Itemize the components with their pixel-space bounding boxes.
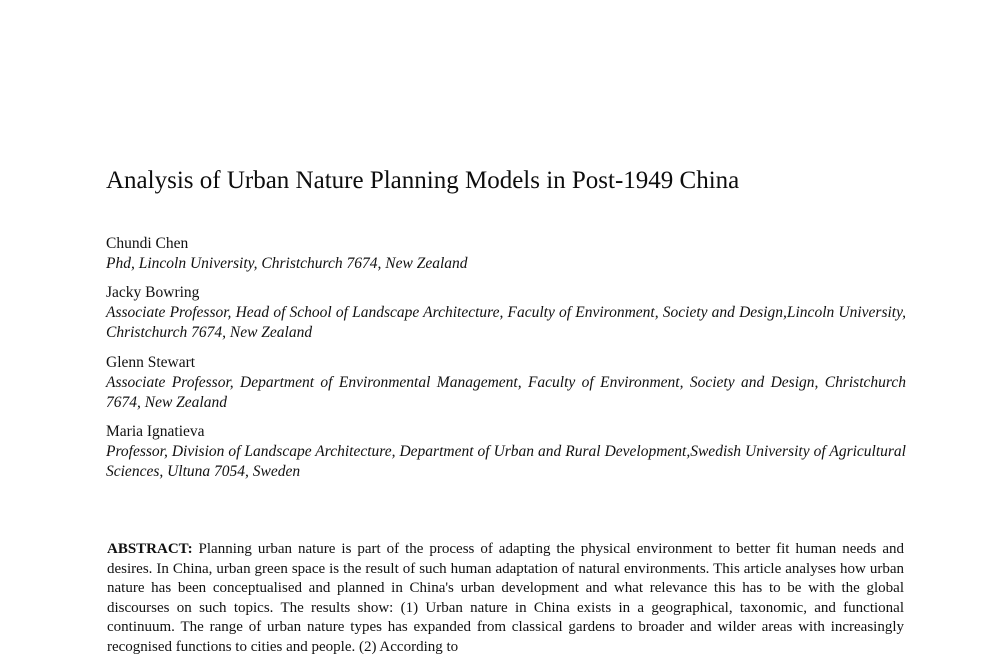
author-affiliation: Associate Professor, Head of School of Landscape Architecture, Faculty of Environment, Society and Design,Lincoln University, Christchurch 7674, New Zealand bbox=[106, 304, 906, 341]
author-name: Maria Ignatieva bbox=[106, 423, 205, 440]
author-affiliation: Associate Professor, Department of Environmental Management, Faculty of Environment, Society and Design, Christchurch 7674, New Zealand bbox=[106, 374, 906, 411]
author-name: Chundi Chen bbox=[106, 235, 189, 252]
author-affiliation: Phd, Lincoln University, Christchurch 7674, New Zealand bbox=[106, 255, 468, 272]
author-block bbox=[106, 234, 906, 274]
author-name: Glenn Stewart bbox=[106, 354, 196, 371]
author-name: Jacky Bowring bbox=[106, 284, 200, 301]
paper-title: Analysis of Urban Nature Planning Models in Post-1949 China bbox=[106, 167, 740, 194]
abstract-text: Planning urban nature is part of the process of adapting the physical environment to better fit human needs and desires. In China, urban green space is the result of such human adaptation of natural environments. This article analyses how urban nature has been conceptualised and planned in China's urban development and what relevance this has to be with the global discourses on such topics. The results show: (1) Urban nature in China exists in a geographical, taxonomic, and functional continuum. The range of urban nature types has expanded from classical gardens to broader and wilder areas with increasingly recognised functions to cities and people. (2) According to bbox=[107, 541, 904, 655]
author-block bbox=[106, 353, 906, 413]
author-block bbox=[106, 422, 906, 482]
abstract bbox=[107, 540, 904, 658]
author-affiliation: Professor, Division of Landscape Architecture, Department of Urban and Rural Development,Swedish University of Agricultural Sciences, Ultuna 7054, Sweden bbox=[106, 443, 906, 480]
abstract-label: ABSTRACT: bbox=[107, 541, 193, 557]
author-block bbox=[106, 283, 906, 343]
